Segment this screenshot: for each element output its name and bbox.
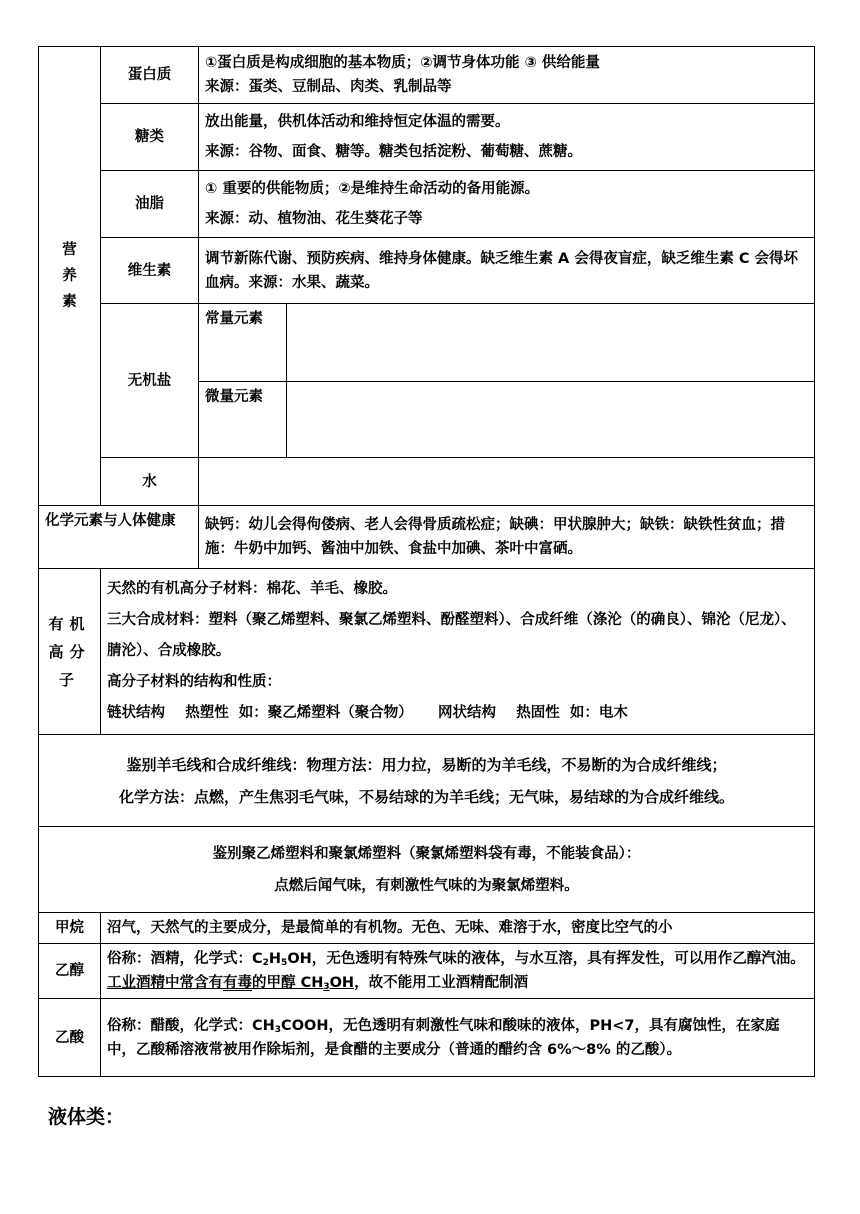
desc-line: 来源：动、植物油、花生葵花子等	[205, 211, 423, 227]
desc-line: 来源：谷物、面食、糖等。糖类包括淀粉、葡萄糖、蔗糖。	[205, 144, 582, 160]
polymers-label-cell	[39, 569, 101, 735]
table-row	[39, 104, 815, 171]
nutrient-desc	[199, 47, 815, 104]
polymers-label: 有机高分子	[48, 614, 91, 689]
micro-element-blank	[287, 382, 815, 458]
table-row	[39, 944, 815, 999]
table-row	[39, 458, 815, 506]
organic-name: 甲烷	[39, 913, 101, 944]
table-row	[39, 171, 815, 238]
nutrients-label-cell	[39, 47, 101, 506]
desc-line: 调节新陈代谢、预防疾病、维持身体健康。缺乏维生素 A 会得夜盲症，缺乏维生素 C 会得坏血病。来源：水果、蔬菜。	[205, 250, 799, 291]
macro-element-blank	[287, 304, 815, 382]
polymer-line: 高分子材料的结构和性质：	[107, 674, 281, 690]
elements-health-text: 缺钙：幼儿会得佝偻病、老人会得骨质疏松症；缺碘：甲状腺肿大；缺铁：缺铁性贫血；措施：牛奶中加钙、酱油中加铁、食盐中加碘、茶叶中富硒。	[199, 506, 815, 569]
micro-element-label: 微量元素	[199, 382, 287, 458]
nutrient-desc	[199, 171, 815, 238]
nutrient-name: 油脂	[101, 171, 199, 238]
table-row	[39, 735, 815, 827]
polymer-line: 链状结构 热塑性 如：聚乙烯塑料（聚合物） 网状结构 热固性 如：电木	[107, 705, 628, 721]
organic-desc: 俗称：醋酸，化学式：$CH_3COOH$，无色透明有刺激性气味和酸味的液体，PH<7，具有腐蚀性，在家庭中，乙酸稀溶液常被用作除垢剂，是食醋的主要成分（普通的醋约含 6%～8% 的乙酸）。	[101, 999, 815, 1077]
table-row	[39, 569, 815, 735]
organic-desc: 俗称：酒精，化学式：$C_2H_5OH$，无色透明有特殊气味的液体，与水互溶，具有挥发性，可以用作乙醇汽油。工业酒精中常含有有毒的甲醇 $CH_3OH$，故不能用工业酒精配制酒	[101, 944, 815, 999]
nutrient-name: 蛋白质	[101, 47, 199, 104]
nutrient-name: 维生素	[101, 238, 199, 304]
identify-plastic	[39, 827, 815, 913]
macro-element-label: 常量元素	[199, 304, 287, 382]
nutrient-name: 水	[101, 458, 199, 506]
table-row	[39, 999, 815, 1077]
identify-line: 点燃后闻气味，有刺激性气味的为聚氯烯塑料。	[274, 877, 579, 894]
desc-line: ①蛋白质是构成细胞的基本物质；②调节身体功能 ③ 供给能量	[205, 55, 600, 71]
desc-line: ① 重要的供能物质；②是维持生命活动的备用能源。	[205, 181, 540, 197]
elements-health-label: 化学元素与人体健康	[39, 506, 199, 569]
table-row	[39, 304, 815, 382]
organic-name: 乙酸	[39, 999, 101, 1077]
identify-line: 鉴别羊毛线和合成纤维线：物理方法：用力拉，易断的为羊毛线，不易断的为合成纤维线；	[126, 755, 727, 774]
identify-line: 鉴别聚乙烯塑料和聚氯烯塑料（聚氯烯塑料袋有毒，不能装食品）：	[212, 845, 641, 862]
nutrients-label: 营养素	[62, 242, 77, 310]
organic-name: 乙醇	[39, 944, 101, 999]
polymer-line: 三大合成材料：塑料（聚乙烯塑料、聚氯乙烯塑料、酚醛塑料）、合成纤维（涤沦（的确良）、锦沦（尼龙）、腈沦）、合成橡胶。	[107, 612, 796, 659]
desc-line: 放出能量，供机体活动和维持恒定体温的需要。	[205, 114, 510, 130]
notes-page	[38, 46, 814, 1077]
identify-line: 化学方法：点燃，产生焦羽毛气味，不易结球的为羊毛线；无气味，易结球的为合成纤维线。	[118, 787, 734, 806]
table-row	[39, 506, 815, 569]
section-heading-liquids: 液体类：	[48, 1106, 125, 1128]
chemistry-notes-table	[38, 46, 815, 1077]
water-blank	[199, 458, 815, 506]
nutrient-name: 糖类	[101, 104, 199, 171]
nutrient-desc	[199, 104, 815, 171]
identify-fiber	[39, 735, 815, 827]
table-row	[39, 238, 815, 304]
organic-desc: 沼气，天然气的主要成分，是最简单的有机物。无色、无味、难溶于水，密度比空气的小	[101, 913, 815, 944]
polymer-line: 天然的有机高分子材料：棉花、羊毛、橡胶。	[107, 581, 397, 597]
nutrient-desc	[199, 238, 815, 304]
table-row	[39, 913, 815, 944]
polymers-content	[101, 569, 815, 735]
desc-line: 来源：蛋类、豆制品、肉类、乳制品等	[205, 79, 452, 95]
nutrient-name: 无机盐	[101, 304, 199, 458]
table-row	[39, 47, 815, 104]
table-row	[39, 827, 815, 913]
